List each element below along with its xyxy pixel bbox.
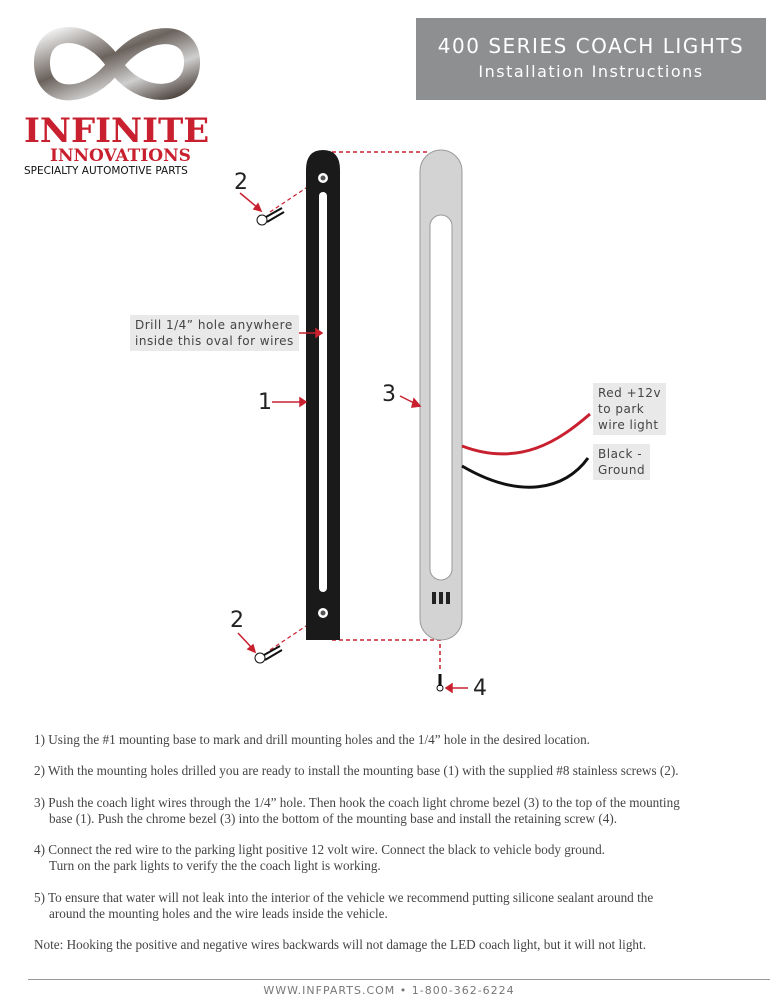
chrome-bezel	[420, 150, 462, 640]
instruction-step-4	[34, 842, 754, 874]
footer-divider	[28, 979, 770, 980]
callout-line: to park	[598, 402, 645, 416]
label-2-bottom: 2	[230, 608, 244, 633]
label-4: 4	[473, 676, 487, 701]
callout-line: Black -	[598, 447, 643, 461]
step-text: 5) To ensure that water will not leak into the interior of the vehicle we recommend putting silicone sealant around the	[34, 890, 654, 905]
instruction-step-1	[34, 732, 754, 748]
step-text-continued: around the mounting holes and the wire leads inside the vehicle.	[49, 906, 388, 921]
callout-line: Ground	[598, 463, 646, 477]
callout-line: Red +12v	[598, 386, 662, 400]
callout-line: wire light	[598, 418, 659, 432]
black-wire	[462, 458, 588, 487]
black-wire-callout	[593, 444, 650, 480]
instruction-step-5	[34, 890, 754, 922]
retaining-screw-icon	[437, 674, 443, 691]
step-text-continued: base (1). Push the chrome bezel (3) into the bottom of the mounting base and install the retaining screw (4).	[49, 811, 618, 826]
mounting-base	[306, 150, 340, 640]
logo-brand: INFINITE	[24, 111, 210, 151]
logo-tagline: SPECIALTY AUTOMOTIVE PARTS	[24, 165, 188, 177]
callout-line: inside this oval for wires	[135, 334, 294, 348]
footer-contact: WWW.INFPARTS.COM • 1-800-362-6224	[263, 984, 515, 997]
step-text: 2) With the mounting holes drilled you are ready to install the mounting base (1) with the supplied #8 stainless screws (2).	[34, 763, 679, 778]
guide-bottom	[332, 640, 440, 672]
step-text: 4) Connect the red wire to the parking light positive 12 volt wire. Connect the black to vehicle body ground.	[34, 842, 605, 857]
red-wire-callout	[593, 383, 666, 435]
instruction-step-2	[34, 763, 754, 779]
page-subtitle: Installation Instructions	[478, 62, 704, 81]
instruction-step-3	[34, 795, 754, 827]
label-3: 3	[382, 382, 396, 407]
page-title: 400 SERIES COACH LIGHTS	[437, 34, 745, 58]
step-text: 1) Using the #1 mounting base to mark and drill mounting holes and the 1/4” hole in the desired location.	[34, 732, 590, 747]
drill-callout	[130, 315, 299, 351]
step-text: 3) Push the coach light wires through the 1/4” hole. Then hook the coach light chrome bezel (3) to the top of the mounting	[34, 795, 680, 810]
label-1: 1	[258, 390, 272, 415]
red-wire	[462, 414, 590, 454]
instruction-note: Note: Hooking the positive and negative wires backwards will not damage the LED coach light, but it will not light.	[34, 937, 646, 952]
logo-sub: INNOVATIONS	[50, 146, 191, 166]
callout-line: Drill 1/4” hole anywhere	[135, 318, 293, 332]
label-2-top: 2	[234, 170, 248, 195]
step-text-continued: Turn on the park lights to verify the the coach light is working.	[49, 858, 381, 873]
screw-icon	[255, 646, 282, 663]
